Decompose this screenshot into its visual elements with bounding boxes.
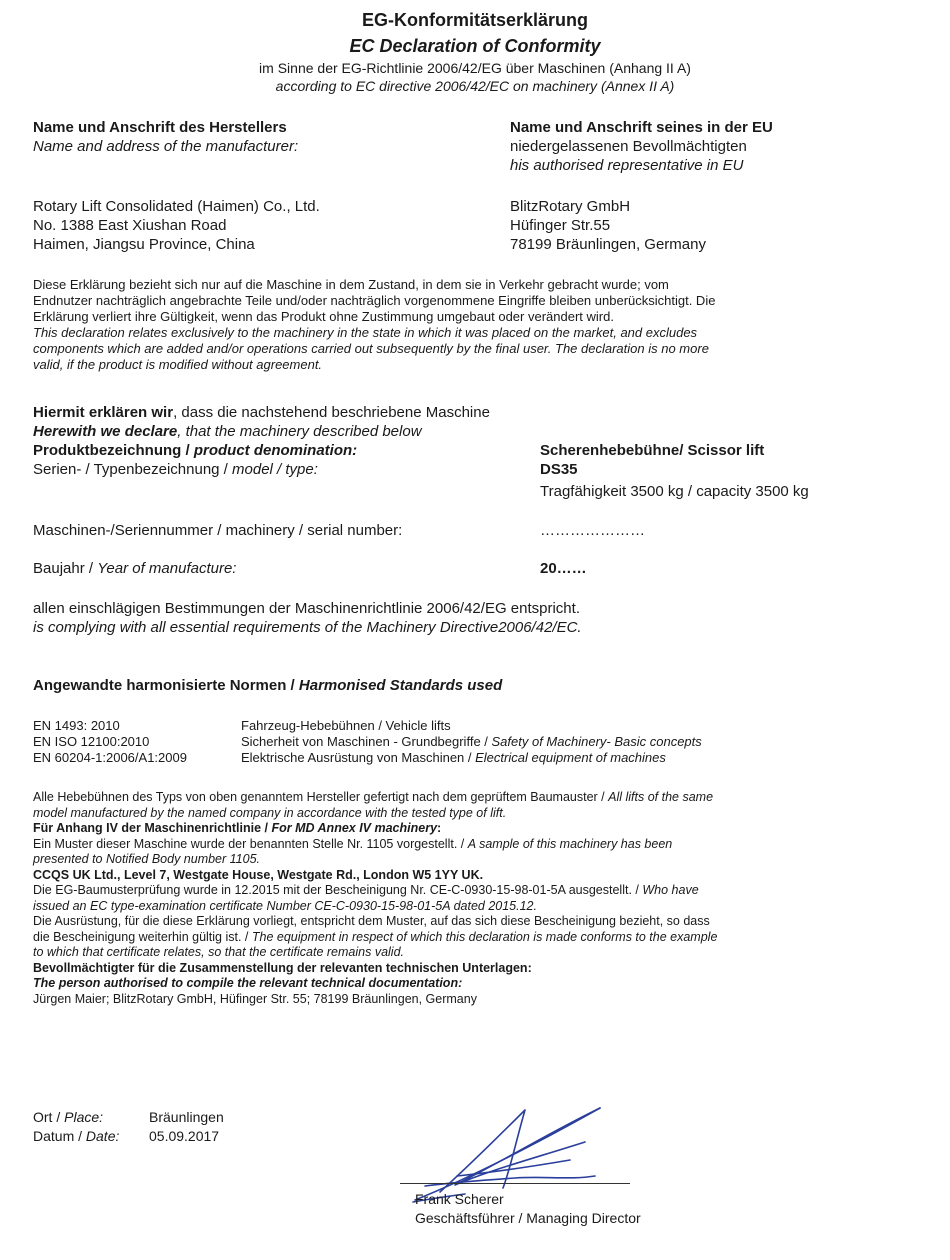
note-de: Die EG-Baumusterprüfung wurde in 12.2015 mit der Bescheinigung Nr. CE-C-0930-15-98-01-5A ausgestellt. / xyxy=(33,883,643,897)
place-date-labels xyxy=(33,1108,119,1146)
model-label-en: model / type: xyxy=(232,461,318,478)
date-label-en: Date: xyxy=(85,1128,120,1144)
standards-heading-de: Angewandte harmonisierte Normen / xyxy=(33,677,299,694)
standard-desc-en: Electrical equipment of machines xyxy=(475,750,666,765)
signer-name: Frank Scherer xyxy=(415,1191,504,1207)
note-en: presented to Notified Body number 1105. xyxy=(33,852,260,866)
standard-code: EN ISO 12100:2010 xyxy=(33,734,150,749)
address-line: Rotary Lift Consolidated (Haimen) Co., Ltd. xyxy=(33,198,320,215)
representative-address xyxy=(510,197,706,254)
signer-block xyxy=(415,1190,641,1228)
standards-table xyxy=(33,718,702,766)
subtitle-en: according to EC directive 2006/42/EC on machinery (Annex II A) xyxy=(275,78,675,94)
address-line: 78199 Bräunlingen, Germany xyxy=(510,236,706,253)
standard-desc-en: Safety of Machinery- Basic concepts xyxy=(491,734,702,749)
note-de: Die Ausrüstung, für die diese Erklärung vorliegt, entspricht dem Muster, auf das sich diese Bescheinigung bezieht, so dass xyxy=(33,914,710,928)
address-line: Haimen, Jiangsu Province, China xyxy=(33,236,255,253)
address-line: BlitzRotary GmbH xyxy=(510,198,631,215)
manufacturer-block xyxy=(33,118,298,156)
note-de: Alle Hebebühnen des Typs von oben genanntem Hersteller gefertigt nach dem geprüftem Baumauster / xyxy=(33,790,609,804)
place-label-en: Place: xyxy=(64,1109,104,1125)
manufacturer-address xyxy=(33,197,320,254)
scope-line: Erklärung verliert ihre Gültigkeit, wenn das Produkt ohne Zustimmung umgebaut oder verändert wird. xyxy=(33,309,614,324)
note-en: The equipment in respect of which this declaration is made conforms to the example xyxy=(251,929,718,944)
capacity-value: Tragfähigkeit 3500 kg / capacity 3500 kg xyxy=(540,483,809,500)
product-label-en: product denomination: xyxy=(193,442,358,459)
note-en: issued an EC type-examination certificate Number CE-C-0930-15-98-01-5A dated 2015.12. xyxy=(33,898,537,913)
manufacturer-heading-en: Name and address of the manufacturer: xyxy=(33,138,299,155)
representative-heading-de: Name und Anschrift seines in der EU xyxy=(510,119,773,136)
scope-line: This declaration relates exclusively to the machinery in the state in which it was placed on the market, and excludes xyxy=(33,325,698,340)
standards-heading-en: Harmonised Standards used xyxy=(298,677,503,694)
title-en: EC Declaration of Conformity xyxy=(349,36,601,56)
title-de: EG-Konformitätserklärung xyxy=(361,10,589,30)
standards-heading xyxy=(33,676,502,695)
declare-bold-de: Hiermit erklären wir xyxy=(33,404,174,421)
documentation-contact: Jürgen Maier; BlitzRotary GmbH, Hüfinger Str. 55; 78199 Bräunlingen, Germany xyxy=(33,991,477,1006)
declaration-intro xyxy=(33,403,490,479)
standard-row xyxy=(33,718,702,734)
note-de: Ein Muster dieser Maschine wurde der benannten Stelle Nr. 1105 vorgestellt. / xyxy=(33,836,468,851)
declare-bold-en: Herewith we declare xyxy=(33,423,178,440)
date-value: 05.09.2017 xyxy=(149,1128,220,1144)
note-en: A sample of this machinery has been xyxy=(467,836,673,851)
serial-value: ………………… xyxy=(540,522,645,539)
note-en: to which that certificate relates, so that the certificate remains valid. xyxy=(33,945,405,959)
note-colon: : xyxy=(437,821,442,835)
note-en: For MD Annex IV machinery xyxy=(271,821,438,835)
address-line: Hüfinger Str.55 xyxy=(510,217,611,234)
address-line: No. 1388 East Xiushan Road xyxy=(33,217,227,234)
year-label-en: Year of manufacture: xyxy=(97,560,237,577)
product-value: Scherenhebebühne/ Scissor lift xyxy=(540,442,765,459)
notes-block xyxy=(33,790,717,1007)
place-value: Bräunlingen xyxy=(149,1109,224,1125)
product-values xyxy=(540,441,809,501)
note-en: model manufactured by the named company in accordance with the tested type of lift. xyxy=(33,805,507,820)
standard-row xyxy=(33,750,702,766)
place-label-de: Ort / xyxy=(33,1109,65,1125)
representative-block xyxy=(510,118,773,175)
complies-en: is complying with all essential requirements of the Machinery Directive2006/42/EC. xyxy=(33,619,582,636)
note-de: die Bescheinigung weiterhin gültig ist. / xyxy=(33,929,252,944)
place-date-values xyxy=(149,1108,224,1146)
date-label-de: Datum / xyxy=(33,1128,86,1144)
declare-rest-en: , that the machinery described below xyxy=(177,423,422,440)
year-value: 20…… xyxy=(540,560,587,577)
documentation-heading-de: Bevollmächtigter für die Zusammenstellung der relevanten technischen Unterlagen: xyxy=(33,960,532,975)
representative-heading-en: his authorised representative in EU xyxy=(510,157,744,174)
note-en: Who have xyxy=(642,883,699,897)
standard-code: EN 60204-1:2006/A1:2009 xyxy=(33,750,187,765)
year-label-de: Baujahr / xyxy=(33,560,98,577)
documentation-heading-en: The person authorised to compile the relevant technical documentation: xyxy=(33,976,463,990)
scope-paragraph xyxy=(33,277,715,373)
standard-code: EN 1493: 2010 xyxy=(33,718,120,733)
notified-body-address: CCQS UK Ltd., Level 7, Westgate House, Westgate Rd., London W5 1YY UK. xyxy=(33,867,484,882)
representative-heading-de2: niedergelassenen Bevollmächtigten xyxy=(510,138,747,155)
standard-desc-de: Elektrische Ausrüstung von Maschinen / xyxy=(241,750,476,765)
signer-title: Geschäftsführer / Managing Director xyxy=(415,1210,641,1226)
manufacturer-heading-de: Name und Anschrift des Herstellers xyxy=(33,119,287,136)
scope-line: Diese Erklärung bezieht sich nur auf die Maschine in dem Zustand, in dem sie in Verkehr gebracht wurde; vom xyxy=(33,277,669,292)
complies-de: allen einschlägigen Bestimmungen der Maschinenrichtlinie 2006/42/EG entspricht. xyxy=(33,600,580,617)
scope-line: components which are added and/or operations carried out subsequently by the final user. The declaration is no more xyxy=(33,341,709,356)
compliance-statement xyxy=(33,599,582,637)
standard-desc-de: Fahrzeug-Hebebühnen / Vehicle lifts xyxy=(241,718,451,733)
note-en: All lifts of the same xyxy=(608,790,714,804)
standard-row xyxy=(33,734,702,750)
model-label-de: Serien- / Typenbezeichnung / xyxy=(33,461,233,478)
subtitle-de: im Sinne der EG-Richtlinie 2006/42/EG über Maschinen (Anhang II A) xyxy=(259,60,691,76)
scope-line: Endnutzer nachträglich angebrachte Teile und/oder nachträglich vorgenommene Eingriffe bleiben unberücksichtigt. Die xyxy=(33,293,716,308)
scope-line: valid, if the product is modified without agreement. xyxy=(33,357,323,372)
declare-rest-de: , dass die nachstehend beschriebene Maschine xyxy=(173,404,490,421)
product-label-de: Produktbezeichnung / xyxy=(33,442,194,459)
standard-desc-de: Sicherheit von Maschinen - Grundbegriffe / xyxy=(241,734,492,749)
note-de: Für Anhang IV der Maschinenrichtlinie / xyxy=(33,821,272,835)
year-label xyxy=(33,559,236,578)
model-value: DS35 xyxy=(540,461,578,478)
signature-line xyxy=(400,1183,630,1184)
serial-label: Maschinen-/Seriennummer / machinery / serial number: xyxy=(33,522,403,539)
